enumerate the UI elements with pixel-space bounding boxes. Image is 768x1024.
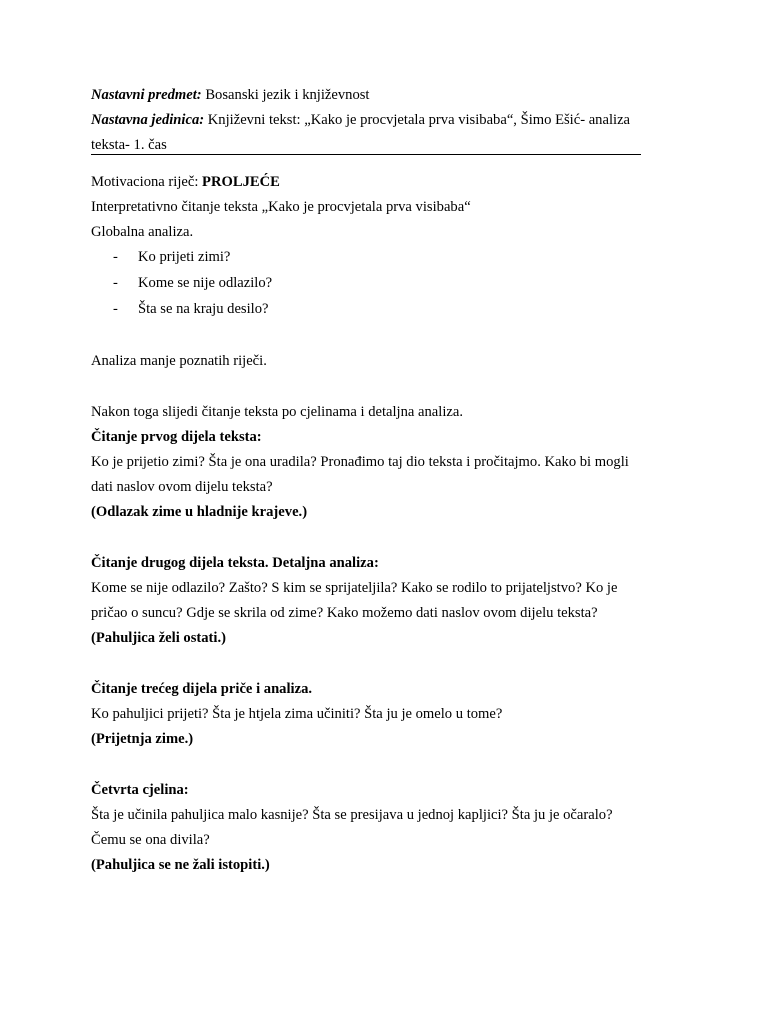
question-item (91, 271, 691, 297)
section-2-text: Kome se nije odlazilo? Zašto? S kim se sprijateljila? Kako se rodilo to prijateljstvo? Ko je (91, 580, 618, 596)
section-1-heading: Čitanje prvog dijela teksta: (91, 429, 262, 445)
section-3-title: (Prijetnja zime.) (91, 731, 194, 747)
section-4-text: Čemu se ona divila? (91, 832, 210, 848)
bullet-dash: - (113, 275, 118, 291)
spacer (91, 651, 691, 677)
section-3-text: Ko pahuljici prijeti? Šta je htjela zima učiniti? Šta ju je omelo u tome? (91, 706, 503, 722)
section-2-text: pričao o suncu? Gdje se skrila od zime? Kako možemo dati naslov ovom dijelu teksta? (91, 605, 598, 621)
transition-line: Nakon toga slijedi čitanje teksta po cjelinama i detaljna analiza. (91, 404, 463, 420)
subject-line (91, 83, 691, 108)
section-4-text: Šta je učinila pahuljica malo kasnije? Šta se presijava u jednoj kapljici? Šta ju je očaralo? (91, 807, 613, 823)
question-text: Kome se nije odlazilo? (138, 275, 273, 291)
separator-rule (91, 154, 641, 155)
motivation-label: Motivaciona riječ: (91, 174, 199, 190)
section-1-text: Ko je prijetio zimi? Šta je ona uradila? Pronađimo taj dio teksta i pročitajmo. Kako bi mogli (91, 454, 629, 470)
section-4-heading: Četvrta cjelina: (91, 782, 189, 798)
spacer (91, 525, 691, 551)
section-3-heading: Čitanje trećeg dijela priče i analiza. (91, 681, 313, 697)
section-1-text: dati naslov ovom dijelu teksta? (91, 479, 273, 495)
section-1-title: (Odlazak zime u hladnije krajeve.) (91, 504, 308, 520)
question-text: Šta se na kraju desilo? (138, 301, 269, 317)
document-page (91, 83, 691, 878)
spacer (91, 374, 691, 400)
spacer (91, 752, 691, 778)
question-item (91, 245, 691, 271)
subject-value: Bosanski jezik i književnost (205, 87, 370, 103)
bullet-dash: - (113, 301, 118, 317)
section-2-heading: Čitanje drugog dijela teksta. Detaljna analiza: (91, 555, 379, 571)
unit-value: Književni tekst: „Kako je procvjetala prva visibaba“, Šimo Ešić- analiza (207, 112, 631, 128)
vocabulary-line: Analiza manje poznatih riječi. (91, 353, 267, 369)
reading-line: Interpretativno čitanje teksta „Kako je procvjetala prva visibaba“ (91, 199, 471, 215)
section-4-title: (Pahuljica se ne žali istopiti.) (91, 857, 270, 873)
motivation-line (91, 170, 691, 195)
motivation-word: PROLJEĆE (202, 174, 280, 190)
subject-label: Nastavni predmet: (91, 87, 202, 103)
section-2-title: (Pahuljica želi ostati.) (91, 630, 226, 646)
unit-line-continued: teksta- 1. čas (91, 137, 167, 153)
separator (91, 158, 691, 170)
question-item (91, 297, 691, 323)
global-analysis-line: Globalna analiza. (91, 224, 194, 240)
spacer (91, 323, 691, 349)
unit-label: Nastavna jedinica: (91, 112, 205, 128)
unit-line (91, 108, 691, 133)
question-text: Ko prijeti zimi? (138, 249, 231, 265)
bullet-dash: - (113, 249, 118, 265)
